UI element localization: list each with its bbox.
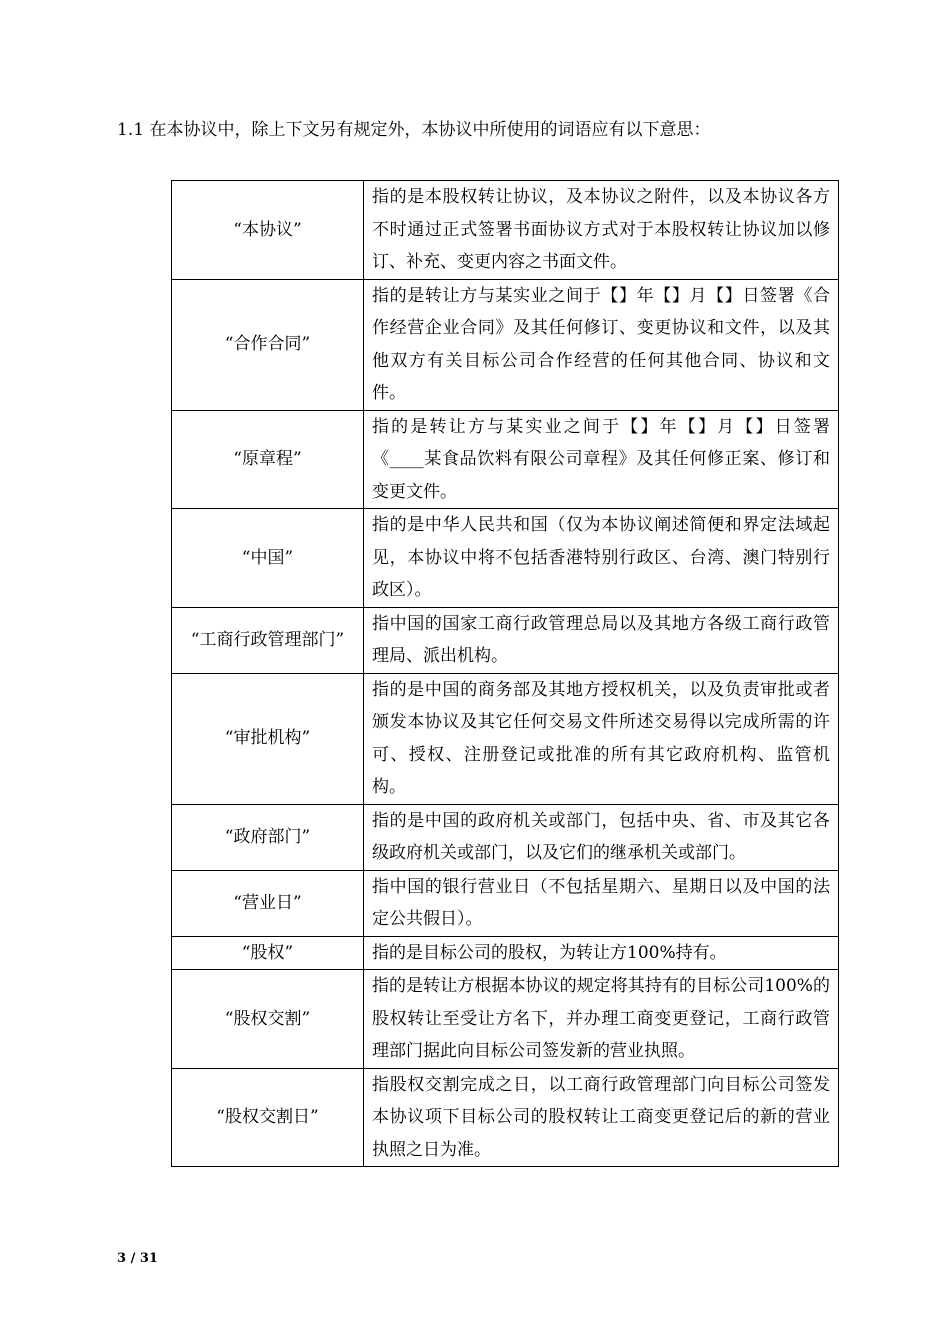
definition-term: “本协议” [172, 181, 364, 280]
definition-description: 指的是中华人民共和国（仅为本协议阐述简便和界定法域起见，本协议中将不包括香港特别行政区、台湾、澳门特别行政区）。 [364, 509, 839, 608]
table-row [172, 673, 839, 804]
table-row [172, 936, 839, 970]
definition-description: 指的是中国的商务部及其地方授权机关，以及负责审批或者颁发本协议及其它任何交易文件所述交易得以完成所需的许可、授权、注册登记或批准的所有其它政府机构、监管机构。 [364, 673, 839, 804]
definition-description: 指的是转让方与某实业之间于【】年【】月【】日签署《合作经营企业合同》及其任何修订、变更协议和文件，以及其他双方有关目标公司合作经营的任何其他合同、协议和文件。 [364, 279, 839, 410]
definition-term: “中国” [172, 509, 364, 608]
definition-description: 指中国的国家工商行政管理总局以及其地方各级工商行政管理局、派出机构。 [364, 607, 839, 673]
definition-description: 指的是中国的政府机关或部门，包括中央、省、市及其它各级政府机关或部门，以及它们的继承机关或部门。 [364, 804, 839, 870]
table-row [172, 970, 839, 1069]
definition-term: “审批机构” [172, 673, 364, 804]
definitions-table [171, 180, 839, 1167]
table-row [172, 870, 839, 936]
definition-term: “工商行政管理部门” [172, 607, 364, 673]
definition-term: “股权交割” [172, 970, 364, 1069]
definition-description: 指的是转让方与某实业之间于【】年【】月【】日签署《____某食品饮料有限公司章程》及其任何修正案、修订和变更文件。 [364, 410, 839, 509]
definition-term: “营业日” [172, 870, 364, 936]
table-row [172, 410, 839, 509]
definition-description: 指股权交割完成之日，以工商行政管理部门向目标公司签发本协议项下目标公司的股权转让工商变更登记后的新的营业执照之日为准。 [364, 1068, 839, 1167]
definition-description: 指的是转让方根据本协议的规定将其持有的目标公司100%的股权转让至受让方名下，并办理工商变更登记，工商行政管理部门据此向目标公司签发新的营业执照。 [364, 970, 839, 1069]
table-row [172, 804, 839, 870]
page-number: 3 / 31 [117, 1251, 158, 1266]
table-row [172, 279, 839, 410]
table-row [172, 181, 839, 280]
definition-term: “股权” [172, 936, 364, 970]
definition-description: 指中国的银行营业日（不包括星期六、星期日以及中国的法定公共假日）。 [364, 870, 839, 936]
table-row [172, 1068, 839, 1167]
definition-description: 指的是目标公司的股权，为转让方100%持有。 [364, 936, 839, 970]
intro-paragraph: 1.1 在本协议中，除上下文另有规定外，本协议中所使用的词语应有以下意思： [117, 120, 711, 140]
definition-term: “政府部门” [172, 804, 364, 870]
definition-term: “原章程” [172, 410, 364, 509]
definition-term: “合作合同” [172, 279, 364, 410]
definition-description: 指的是本股权转让协议，及本协议之附件，以及本协议各方不时通过正式签署书面协议方式对于本股权转让协议加以修订、补充、变更内容之书面文件。 [364, 181, 839, 280]
definition-term: “股权交割日” [172, 1068, 364, 1167]
table-row [172, 509, 839, 608]
table-row [172, 607, 839, 673]
